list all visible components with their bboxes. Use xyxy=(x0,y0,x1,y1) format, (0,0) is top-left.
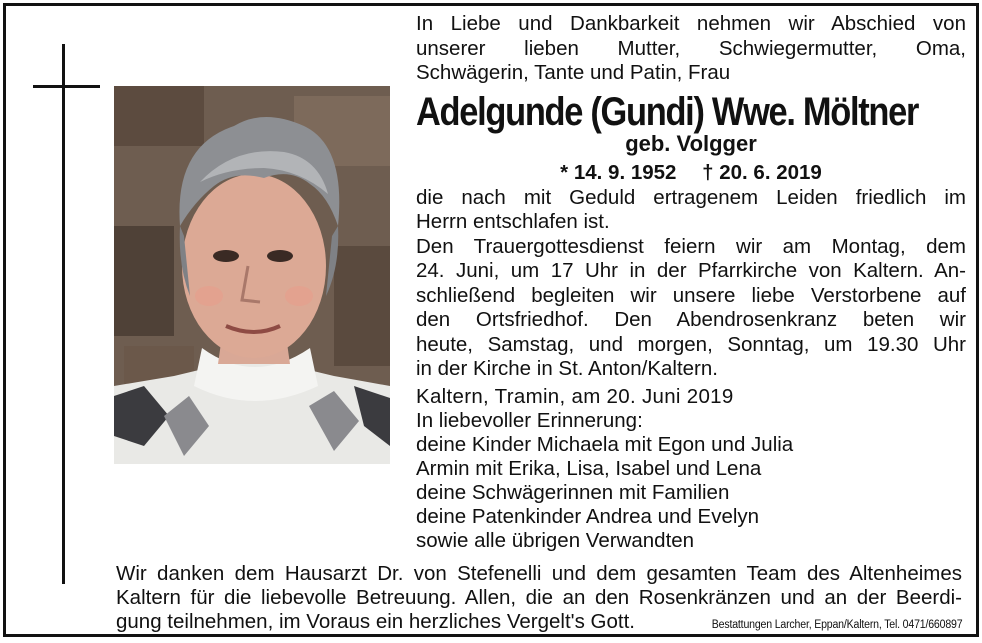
thanks-line: Kaltern für die liebevolle Betreuung. Allen, die an den Rosenkränzen und an der Beerdi- xyxy=(116,586,962,609)
funeral-home-credit: Bestattungen Larcher, Eppan/Kaltern, Tel. 0471/660897 xyxy=(711,619,962,631)
birth-date: * 14. 9. 1952 xyxy=(560,160,677,184)
life-dates xyxy=(416,160,966,186)
obituary-notice xyxy=(3,3,979,637)
mourners-list xyxy=(416,409,966,553)
service-text-line: heute, Samstag, und morgen, Sonntag, um 19.30 Uhr xyxy=(416,332,966,356)
intro-line: In Liebe und Dankbarkeit nehmen wir Abschied von xyxy=(416,12,966,35)
thanks-line: gung teilnehmen, im Voraus ein herzliches Vergelt's Gott. xyxy=(116,610,635,633)
mourner-line: sowie alle übrigen Verwandten xyxy=(416,529,695,552)
service-text-line: in der Kirche in St. Anton/Kaltern. xyxy=(416,357,718,380)
death-text-line: Herrn entschlafen ist. xyxy=(416,210,610,233)
service-text-line: 24. Juni, um 17 Uhr in der Pfarrkirche von Kaltern. An- xyxy=(416,259,966,282)
intro-line: unserer lieben Mutter, Schwiegermutter, Oma, xyxy=(416,36,966,60)
thanks-footer xyxy=(116,562,962,637)
intro-line: Schwägerin, Tante und Patin, Frau xyxy=(416,61,731,84)
mourner-line: deine Patenkinder Andrea und Evelyn xyxy=(416,505,760,528)
mourner-line: deine Kinder Michaela mit Egon und Julia xyxy=(416,433,794,456)
thanks-line: Wir danken dem Hausarzt Dr. von Stefenelli und dem gesamten Team des Altenheimes xyxy=(116,562,962,585)
death-text-line: die nach mit Geduld ertragenem Leiden friedlich im xyxy=(416,185,966,209)
service-text-line: Den Trauergottesdienst feiern wir am Montag, dem xyxy=(416,234,966,258)
cross-icon-bar xyxy=(33,85,100,88)
portrait-photo xyxy=(114,86,390,464)
cross-icon xyxy=(62,44,65,584)
main-text xyxy=(416,12,966,553)
mourner-line: Armin mit Erika, Lisa, Isabel und Lena xyxy=(416,457,762,480)
deceased-name: Adelgunde (Gundi) Wwe. Möltner xyxy=(416,89,919,134)
thanks-last-line xyxy=(116,610,962,637)
mourner-line: In liebevoller Erinnerung: xyxy=(416,409,643,432)
service-text-line: den Ortsfriedhof. Den Abendrosenkranz beten wir xyxy=(416,308,966,331)
mourner-line: deine Schwägerinnen mit Familien xyxy=(416,481,730,504)
birth-name: geb. Volgger xyxy=(625,130,757,156)
death-date: † 20. 6. 2019 xyxy=(702,160,822,184)
service-text-line: schließend begleiten wir unsere liebe Verstorbene auf xyxy=(416,283,966,307)
place-date: Kaltern, Tramin, am 20. Juni 2019 xyxy=(416,384,734,408)
